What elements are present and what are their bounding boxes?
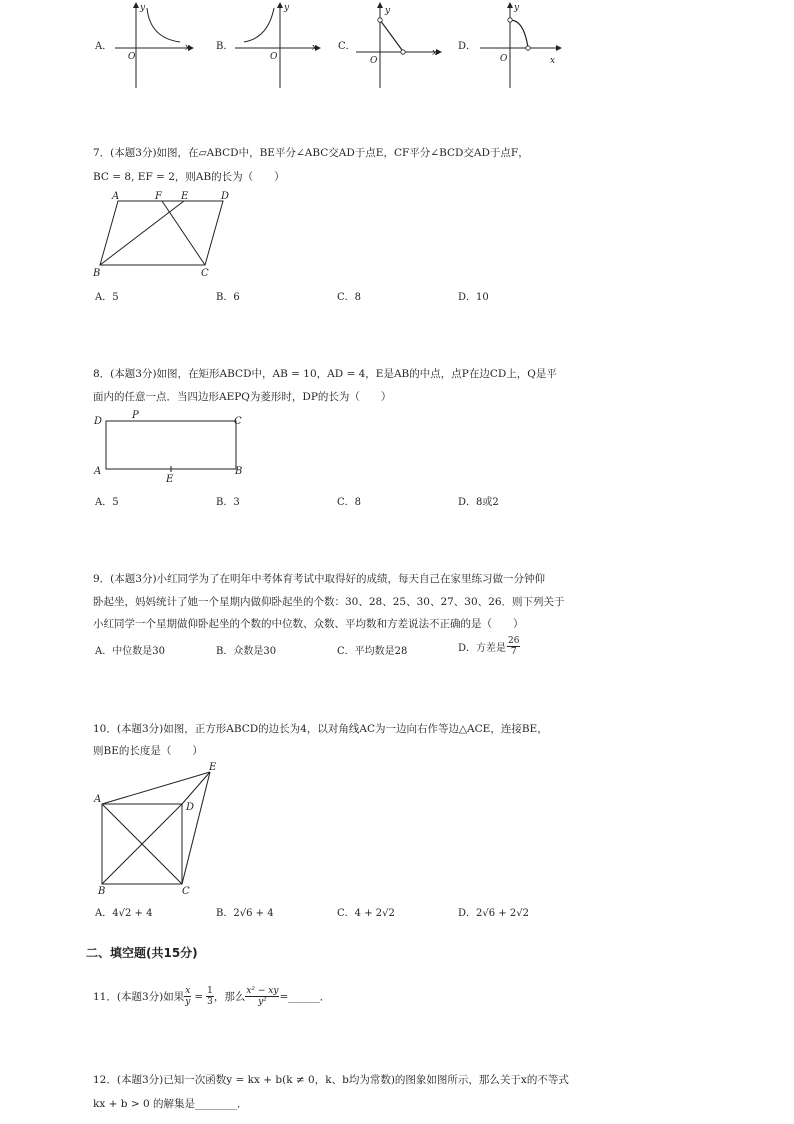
q8-option-a[interactable]: A．5	[95, 497, 119, 508]
svg-text:y: y	[385, 6, 391, 16]
svg-text:y: y	[284, 3, 290, 13]
q12-stem-line-2[interactable]: kx + b > 0 的解集是________．	[93, 1098, 248, 1110]
q8-option-c[interactable]: C．8	[337, 497, 362, 508]
svg-text:B: B	[93, 268, 101, 279]
svg-text:O: O	[128, 52, 136, 62]
fraction-numerator: x	[185, 986, 191, 996]
q9-option-b[interactable]: B．众数是30	[216, 646, 277, 657]
q6-graph-d	[476, 0, 571, 90]
q10-square-figure	[90, 760, 225, 898]
svg-text:y: y	[514, 3, 520, 13]
svg-text:O: O	[270, 52, 278, 62]
svg-text:E: E	[181, 191, 189, 202]
fraction-numerator: 26	[508, 636, 520, 646]
q7-stem-line-2: BC = 8, EF = 2，则AB的长为（ ）	[93, 171, 285, 183]
q6-option-c-letter: C．	[338, 41, 356, 52]
q8-option-b[interactable]: B．3	[216, 497, 240, 508]
svg-text:E: E	[209, 762, 217, 773]
q10-option-c[interactable]	[337, 904, 395, 919]
q12-stem-line-1: 12．(本题3分)已知一次函数y = kx + b(k ≠ 0，k、b均为常数)的图象如图所示，那么关于x的不等式	[93, 1074, 569, 1086]
q11-fraction-one-third	[206, 986, 214, 1007]
q7-parallelogram-figure	[90, 188, 240, 280]
q10-option-a-expr: 4√2 + 4	[112, 908, 153, 919]
q6-option-d-letter: D．	[458, 41, 477, 52]
q10-option-a-letter: A．	[95, 908, 113, 919]
q8-stem-line-2: 面内的任意一点．当四边形AEPQ为菱形时，DP的长为（ ）	[93, 391, 392, 403]
q7-stem-line-1: 7．(本题3分)如图，在▱ABCD中，BE平分∠ABC交AD于点E，CF平分∠BCD交AD于点F，	[93, 147, 529, 159]
q6-graph-b	[230, 0, 325, 90]
fraction-denominator: 7	[510, 647, 517, 657]
svg-text:C: C	[182, 886, 190, 897]
q8-stem-line-1: 8．(本题3分)如图，在矩形ABCD中，AB = 10，AD = 4，E是AB的中点，点P在边CD上，Q是平	[93, 368, 557, 380]
svg-text:B: B	[98, 886, 106, 897]
q6-option-b-letter: B．	[216, 41, 234, 52]
fraction-numerator: x² − xy	[246, 986, 279, 996]
q11-answer-blank[interactable]: =______．	[279, 991, 331, 1003]
svg-text:D: D	[221, 191, 230, 202]
fraction-numerator: 1	[207, 986, 213, 996]
q9-stem-line-1: 9．(本题3分)小红同学为了在明年中考体育考试中取得好的成绩，每天自己在家里练习做一分钟仰	[93, 573, 546, 585]
svg-text:C: C	[201, 268, 209, 279]
svg-text:x: x	[185, 43, 191, 53]
svg-text:F: F	[155, 191, 162, 202]
svg-text:E: E	[166, 474, 174, 485]
svg-text:P: P	[132, 410, 139, 421]
q10-option-d-letter: D．	[458, 908, 477, 919]
q7-option-d[interactable]: D．10	[458, 292, 489, 303]
q10-option-b[interactable]	[216, 904, 274, 919]
q11-mid: ，那么	[213, 991, 246, 1003]
q8-option-d[interactable]: D．8或2	[458, 497, 499, 508]
q10-option-d[interactable]	[458, 904, 529, 919]
svg-text:x: x	[550, 56, 556, 66]
q9-option-d-label: D．方差是	[458, 643, 507, 654]
q7-option-b[interactable]: B．6	[216, 292, 240, 303]
q11-fraction-x-over-y	[184, 986, 191, 1007]
svg-text:y: y	[140, 3, 146, 13]
q9-option-d-fraction	[507, 636, 520, 657]
q9-stem-line-3: 小红同学一个星期做仰卧起坐的个数的中位数、众数、平均数和方差说法不正确的是（ ）	[93, 618, 524, 630]
q10-option-c-letter: C．	[337, 908, 355, 919]
q10-option-b-letter: B．	[216, 908, 234, 919]
q10-option-b-expr: 2√6 + 4	[233, 908, 274, 919]
q11-equals: =	[194, 990, 204, 1003]
section-2-heading: 二、填空题(共15分)	[86, 946, 198, 960]
svg-text:B: B	[235, 466, 243, 477]
svg-text:D: D	[94, 416, 103, 427]
q6-option-a-letter: A．	[95, 41, 113, 52]
fraction-denominator: y²	[258, 997, 267, 1007]
q6-graph-c	[352, 0, 447, 90]
q10-option-d-expr: 2√6 + 2√2	[476, 908, 529, 919]
svg-text:A: A	[94, 794, 102, 805]
q9-option-c[interactable]: C．平均数是28	[337, 646, 408, 657]
svg-text:x: x	[432, 48, 438, 58]
svg-text:D: D	[186, 802, 195, 813]
svg-text:A: A	[112, 191, 120, 202]
q9-stem-line-2: 卧起坐，妈妈统计了她一个星期内做仰卧起坐的个数：30、28、25、30、27、30、26．则下列关于	[93, 596, 565, 608]
q10-stem-line-1: 10．(本题3分)如图，正方形ABCD的边长为4，以对角线AC为一边向右作等边△ACE，连接BE，	[93, 723, 548, 735]
question-11	[93, 986, 330, 1007]
q7-option-c[interactable]: C．8	[337, 292, 362, 303]
svg-text:C: C	[234, 416, 242, 427]
fraction-denominator: 3	[207, 997, 213, 1007]
q9-option-d[interactable]	[458, 636, 520, 657]
svg-text:A: A	[94, 466, 102, 477]
svg-text:x: x	[312, 43, 318, 53]
fraction-denominator: y	[185, 997, 191, 1007]
svg-text:O: O	[370, 56, 378, 66]
svg-text:O: O	[500, 54, 508, 64]
q6-graph-a	[110, 0, 200, 90]
q10-option-a[interactable]	[95, 904, 152, 919]
q8-rectangle-figure	[90, 410, 250, 486]
q10-option-c-expr: 4 + 2√2	[354, 908, 395, 919]
q11-prefix: 11．(本题3分)如果	[93, 991, 185, 1003]
q9-option-a[interactable]: A．中位数是30	[95, 646, 165, 657]
q11-fraction-expression	[245, 986, 279, 1007]
q10-stem-line-2: 则BE的长度是（ ）	[93, 745, 203, 757]
q7-option-a[interactable]: A．5	[95, 292, 119, 303]
